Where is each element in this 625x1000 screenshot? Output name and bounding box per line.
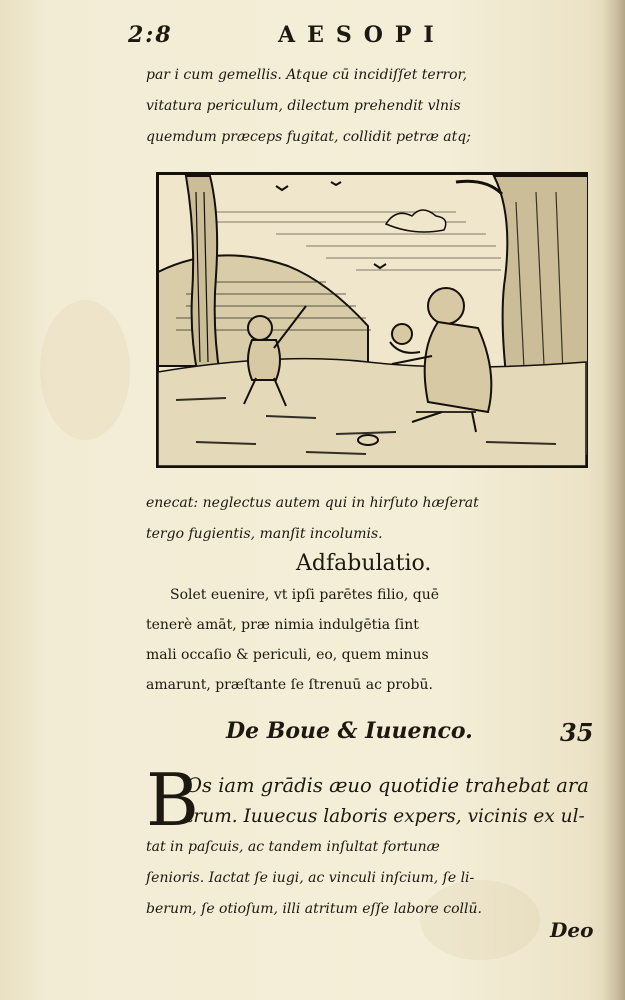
fable-title: De Boue & Iuuenco. <box>226 718 473 744</box>
fable-line: berum, ſe otioſum, illi atritum eſſe labore collū. <box>146 901 482 917</box>
text-line: vitatura periculum, dilectum prehendit vlnis <box>146 98 461 114</box>
moral-heading: Adfabulatio. <box>296 551 432 576</box>
fable-line: Os iam grādis æuo quotidie trahebat ara <box>186 774 589 797</box>
catchword: Deo <box>550 918 594 942</box>
text-line: enecat: neglectus autem qui in hirſuto hæſerat <box>146 495 479 511</box>
running-header <box>128 22 548 52</box>
drop-cap: B <box>146 758 199 842</box>
fable-line: ſenioris. Iactat ſe iugi, ac vinculi inſcium, ſe li- <box>146 870 475 886</box>
moral-line: Solet euenire, vt ipſi parētes filio, quē <box>170 587 440 603</box>
text-line: quemdum præceps fugitat, collidit petræ atq; <box>146 129 471 145</box>
page-gutter <box>603 0 625 1000</box>
paper-stain <box>40 300 130 440</box>
moral-line: amarunt, præſtante ſe ſtrenuū ac probū. <box>146 677 433 693</box>
page-number: 2:8 <box>128 22 173 48</box>
fable-number: 35 <box>560 718 594 747</box>
text-line: tergo fugientis, manſit incolumis. <box>146 526 383 542</box>
running-title: AESOPI <box>278 22 446 48</box>
text-line: par i cum gemellis. Atque cū incidiſſet terror, <box>146 67 468 83</box>
ground <box>158 359 586 466</box>
moral-line: tenerè amāt, præ nimia indulgētia ſint <box>146 617 419 633</box>
woodcut-illustration <box>156 172 588 468</box>
fable-line: trum. Iuuecus laboris expers, vicinis ex ul- <box>186 806 585 827</box>
moral-line: mali occaſio & periculi, eo, quem minus <box>146 647 429 663</box>
fable-line: tat in paſcuis, ac tandem inſultat fortunæ <box>146 839 440 855</box>
